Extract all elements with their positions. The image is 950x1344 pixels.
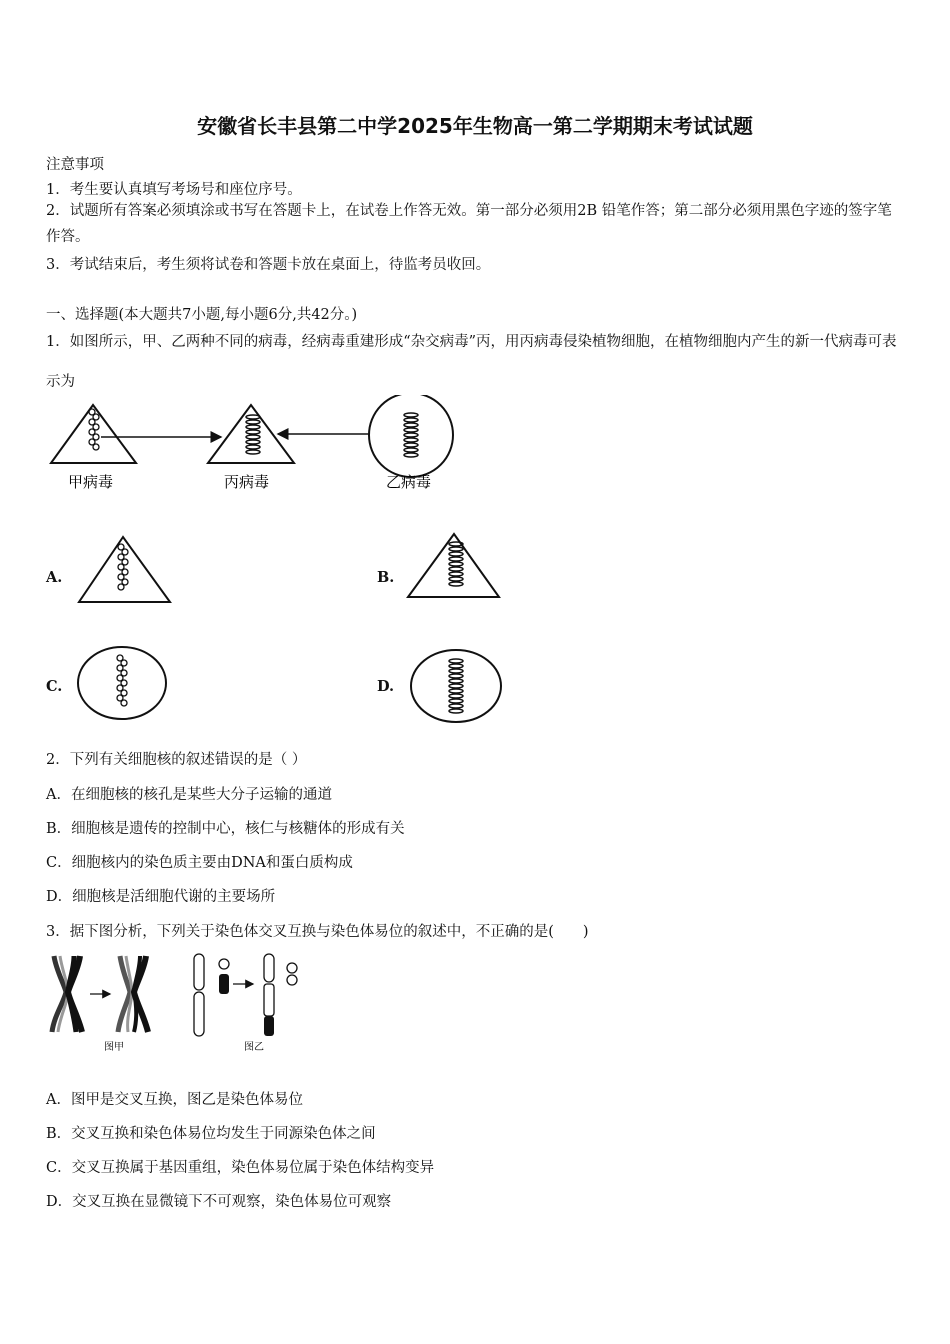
- q1-option-d-figure: [407, 647, 505, 725]
- q3-chromosome-figure: [46, 950, 306, 1060]
- q3-option-b[interactable]: B．交叉互换和染色体易位均发生于同源染色体之间: [46, 1126, 376, 1142]
- q3-option-d[interactable]: D．交叉互换在显微镜下不可观察，染色体易位可观察: [46, 1194, 392, 1210]
- label-bing: 丙病毒: [224, 473, 270, 491]
- figure-jia-before: [52, 956, 82, 1032]
- figure-yi-after: [264, 954, 297, 1036]
- label-tu-jia: 图甲: [104, 1042, 124, 1053]
- q1-option-b-figure: [404, 530, 504, 602]
- q1-stem: 1．如图所示，甲、乙两种不同的病毒，经病毒重建形成“杂交病毒”丙，用丙病毒侵染植物细胞，在植物细胞内产生的新一代病毒可表示为: [46, 334, 897, 390]
- q3-option-c[interactable]: C．交叉互换属于基因重组，染色体易位属于染色体结构变异: [46, 1160, 435, 1176]
- notice-item-2: 2．试题所有答案必须填涂或书写在答题卡上，在试卷上作答无效。第一部分必须用2B 铅笔作答；第二部分必须用黑色字迹的签字笔作答。: [46, 203, 892, 245]
- virus-jia: [51, 405, 136, 463]
- q1-virus-figure: [46, 395, 466, 500]
- q2-option-d[interactable]: D．细胞核是活细胞代谢的主要场所: [46, 889, 276, 905]
- label-jia: 甲病毒: [68, 473, 114, 491]
- notice-heading: 注意事项: [46, 157, 104, 173]
- virus-yi: [369, 395, 453, 477]
- label-yi: 乙病毒: [386, 473, 432, 491]
- q3-option-a[interactable]: A．图甲是交叉互换，图乙是染色体易位: [46, 1092, 303, 1108]
- q3-stem: 3．据下图分析，下列关于染色体交叉互换与染色体易位的叙述中，不正确的是( ): [46, 924, 589, 940]
- q2-stem: 2．下列有关细胞核的叙述错误的是（ ）: [46, 752, 307, 768]
- q2-option-b[interactable]: B．细胞核是遗传的控制中心，核仁与核糖体的形成有关: [46, 821, 405, 837]
- q1-option-c[interactable]: C.: [46, 678, 63, 695]
- figure-jia-after: [118, 956, 148, 1032]
- section-heading: 一、选择题(本大题共7小题,每小题6分,共42分。): [46, 307, 358, 323]
- q1-option-c-figure: [74, 644, 170, 722]
- q1-option-a-figure: [75, 533, 175, 607]
- figure-yi-before: [194, 954, 229, 1036]
- notice-item-3: 3．考试结束后，考生须将试卷和答题卡放在桌面上，待监考员收回。: [46, 257, 491, 273]
- notice-item-1: 1．考生要认真填写考场号和座位序号。: [46, 182, 302, 198]
- label-tu-yi: 图乙: [244, 1042, 264, 1053]
- q1-option-d[interactable]: D.: [377, 678, 395, 695]
- q1-option-b[interactable]: B.: [377, 569, 395, 586]
- page-title: 安徽省长丰县第二中学2025年生物高一第二学期期末考试试题: [197, 114, 753, 138]
- q1-option-a[interactable]: A.: [46, 569, 63, 586]
- q2-option-a[interactable]: A．在细胞核的核孔是某些大分子运输的通道: [46, 787, 332, 803]
- q2-option-c[interactable]: C．细胞核内的染色质主要由DNA和蛋白质构成: [46, 855, 353, 871]
